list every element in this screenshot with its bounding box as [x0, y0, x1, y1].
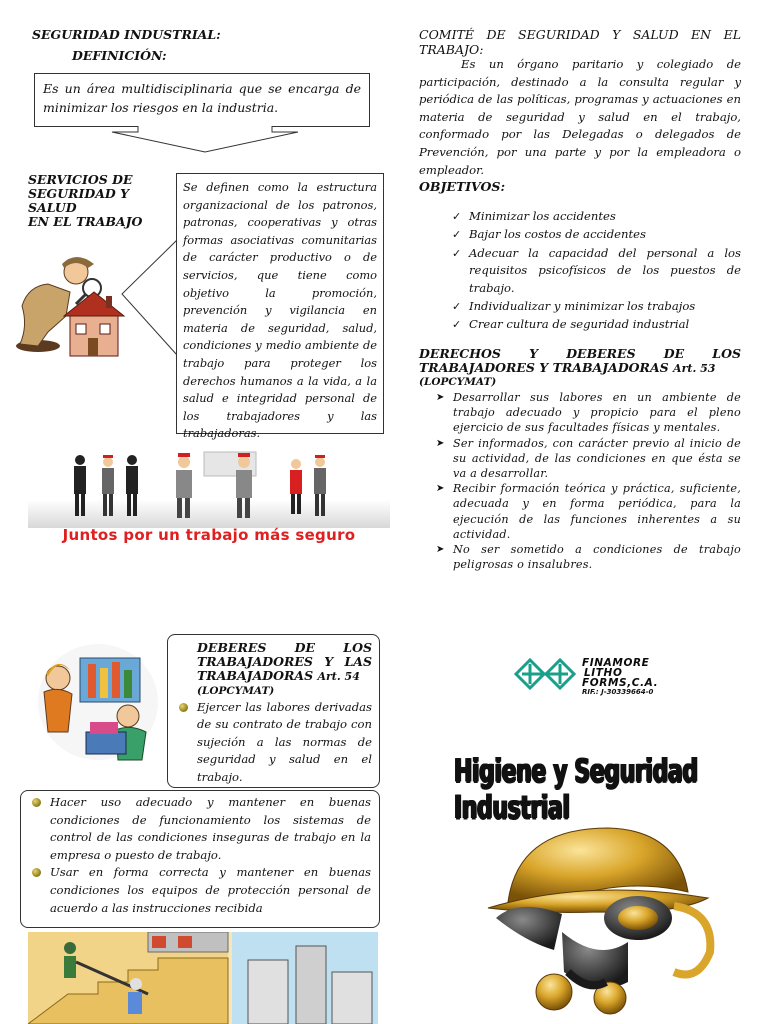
company-rif: RIF.: J-30339664-0: [582, 688, 654, 696]
list-item: ✓ Minimizar los accidentes: [452, 208, 741, 225]
derechos-law: (LOPCYMAT): [419, 376, 497, 388]
deberes-article: Art. 54: [317, 670, 360, 683]
servicios-box: [176, 173, 384, 441]
definicion-title: DEFINICIÓN:: [72, 48, 167, 63]
list-item: ✓ Crear cultura de seguridad industrial: [452, 316, 741, 333]
derechos-list: [436, 390, 741, 572]
definicion-text: Es un área multidisciplinaria que se encarga de minimizar los riesgos en la industria.: [43, 81, 361, 115]
callout-pointer: [120, 240, 178, 358]
servicios-text: Se definen como la estructura organizacional de los patronos, patronas, cooperativas y otras formas asociativas comunitarias de carácter productivo o de servicios, que tiene como objetivo la promoción, prevención y vigilancia en materia de seguridad, salud, condiciones y medio ambiente de trabajo para proteger los derechos humanos a la vida, a la salud e integridad personal de los trabajadores y las trabajadoras.: [183, 180, 377, 441]
derechos-title: [419, 347, 741, 376]
company-logo-icon: [512, 654, 578, 696]
seguridad-title: SEGURIDAD INDUSTRIAL:: [32, 27, 221, 42]
derechos-title-text: DERECHOS Y DEBERES DE LOS TRABAJADORES Y TRABAJADORAS: [419, 346, 741, 375]
list-item: ➤ No ser sometido a condiciones de trabajo peligrosas o insalubres.: [436, 542, 741, 572]
deberes-law: (LOPCYMAT): [197, 685, 275, 697]
objetivos-title: OBJETIVOS:: [419, 179, 506, 194]
servicios-title-line: SALUD: [28, 200, 77, 215]
list-item: ✓ Adecuar la capacidad del personal a los requisitos psicofísicos de los puestos de trabajo.: [452, 245, 741, 297]
servicios-title: [28, 173, 168, 229]
derechos-article: Art. 53: [673, 362, 716, 375]
inspector-house-illustration: [8, 246, 128, 360]
comite-title: COMITÉ DE SEGURIDAD Y SALUD EN EL TRABAJO:: [419, 27, 741, 57]
list-item: Ejercer las labores derivadas de su contrato de trabajo con sujeción a las normas de seguridad y salud en el trabajo.: [176, 699, 372, 786]
servicios-title-line: SERVICIOS DE: [28, 172, 133, 187]
servicios-title-line: SEGURIDAD Y: [28, 186, 130, 201]
list-item: ➤ Recibir formación teórica y práctica, suficiente, adecuada y en forma periódica, para la ejecución de las funciones inherentes a su actividad.: [436, 481, 741, 542]
cover-title: Higiene y Seguridad Industrial: [454, 754, 698, 827]
workers-office-illustration: [36, 640, 160, 764]
construction-illustration: [28, 932, 378, 1024]
list-item: ✓ Bajar los costos de accidentes: [452, 226, 741, 243]
definicion-box: [34, 73, 370, 127]
banner-slogan: Juntos por un trabajo más seguro: [62, 526, 356, 544]
comite-text: [419, 56, 741, 179]
down-arrow-icon: [110, 126, 300, 154]
comite-text-content: Es un órgano paritario y colegiado de participación, destinado a la consulta regular y periódica de las políticas, programas y actuaciones en materia de seguridad y salud en el trabajo, conformado por las Delegadas o delegados de Prevención, por una parte y por la empleadora o empleador.: [419, 57, 741, 177]
company-logo-text: [582, 658, 658, 688]
deberes-title: [197, 641, 372, 684]
list-item: Usar en forma correcta y mantener en buenas condiciones los equipos de protección personal de acuerdo a las instrucciones recibida: [29, 864, 371, 917]
workers-banner: [28, 440, 390, 550]
logo-line: FINAMORE: [582, 657, 650, 669]
list-item: ✓ Individualizar y minimizar los trabajos: [452, 298, 741, 315]
workers-illustration: [28, 440, 390, 528]
deberes-list-1: [176, 699, 372, 786]
deberes-title-text: DEBERES DE LOS TRABAJADORES Y LAS TRABAJADORAS: [197, 640, 372, 683]
list-item: ➤ Desarrollar sus labores en un ambiente de trabajo adecuado y propicio para el pleno ejercicio de sus facultades físicas y mentales.: [436, 390, 741, 436]
objetivos-list: [452, 208, 741, 335]
logo-line: FORMS,C.A.: [582, 677, 659, 689]
deberes-list-2: [20, 790, 380, 928]
list-item: Hacer uso adecuado y mantener en buenas condiciones de funcionamiento los sistemas de control de las condiciones inseguras de trabajo en la empresa o puesto de trabajo.: [29, 794, 371, 864]
list-item: ➤ Ser informados, con carácter previo al inicio de su actividad, de las condiciones en que ésta se va a desarrollar.: [436, 436, 741, 482]
logo-line: LITHO: [584, 667, 623, 679]
servicios-title-line: EN EL TRABAJO: [28, 214, 143, 229]
safety-helmet-illustration: [478, 822, 724, 1018]
